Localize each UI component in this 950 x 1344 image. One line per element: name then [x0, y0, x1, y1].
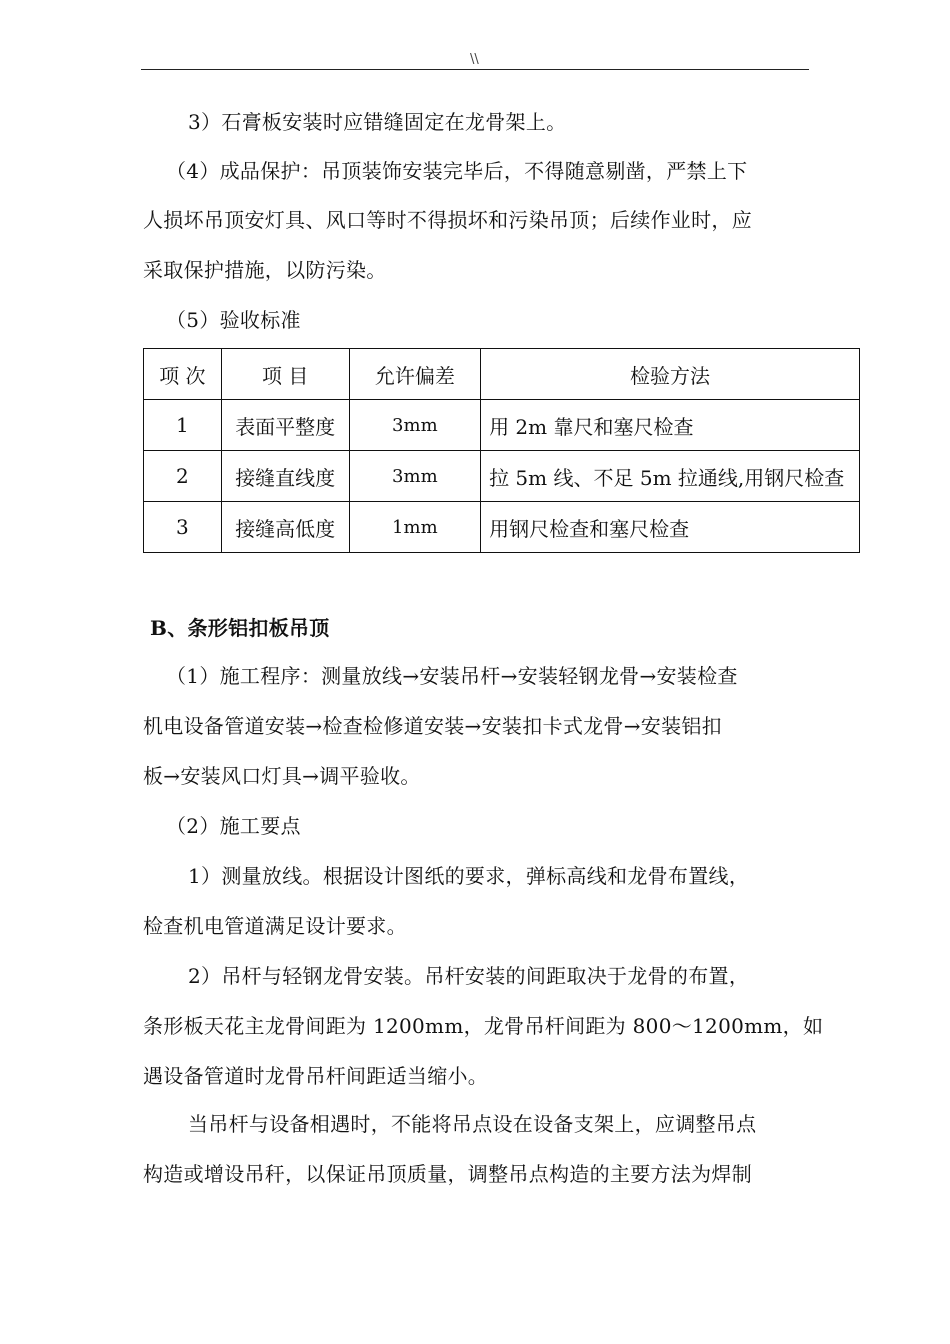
paragraph-line: （2）施工要点: [166, 814, 301, 838]
table-cell: 拉 5m 线、不足 5m 拉通线,用钢尺检查: [481, 451, 860, 502]
section-heading: B、条形铝扣板吊顶: [150, 616, 330, 640]
table-cell: 用钢尺检查和塞尺检查: [481, 502, 860, 553]
header-rule: [141, 69, 809, 70]
table-header-cell: 允许偏差: [349, 349, 480, 400]
table-cell: 接缝高低度: [221, 502, 349, 553]
paragraph-line: 遇设备管道时龙骨吊杆间距适当缩小。: [143, 1064, 489, 1088]
table-header-cell: 检验方法: [481, 349, 860, 400]
table-cell: 用 2m 靠尺和塞尺检查: [481, 400, 860, 451]
paragraph-line: 条形板天花主龙骨间距为 1200mm，龙骨吊杆间距为 800～1200mm，如: [143, 1014, 824, 1038]
table-cell: 3mm: [349, 400, 480, 451]
table-header-cell: 项 目: [221, 349, 349, 400]
header-mark: \\: [470, 52, 479, 67]
paragraph-line: 采取保护措施，以防污染。: [143, 258, 387, 282]
paragraph-line: 人损坏吊顶安灯具、风口等时不得损坏和污染吊顶；后续作业时，应: [143, 208, 752, 232]
table-cell: 表面平整度: [221, 400, 349, 451]
table-row: [144, 451, 860, 502]
paragraph-line: （4）成品保护：吊顶装饰安装完毕后，不得随意剔凿，严禁上下: [166, 159, 748, 183]
table-cell: 接缝直线度: [221, 451, 349, 502]
paragraph-line: 构造或增设吊秆，以保证吊顶质量，调整吊点构造的主要方法为焊制: [143, 1162, 752, 1186]
table-cell: 1: [144, 400, 222, 451]
table-header-cell: 项 次: [144, 349, 222, 400]
acceptance-table: [143, 348, 860, 553]
table-cell: 2: [144, 451, 222, 502]
paragraph-line: （5）验收标准: [166, 308, 301, 332]
paragraph-line: （1）施工程序：测量放线→安装吊杆→安装轻钢龙骨→安装检查: [166, 664, 738, 688]
paragraph-line: 机电设备管道安装→检查检修道安装→安装扣卡式龙骨→安装铝扣: [143, 714, 722, 738]
table-cell: 1mm: [349, 502, 480, 553]
table-row: [144, 400, 860, 451]
paragraph-line: 2）吊杆与轻钢龙骨安装。吊杆安装的间距取决于龙骨的布置，: [188, 964, 750, 988]
table-cell: 3: [144, 502, 222, 553]
paragraph-line: 3）石膏板安装时应错缝固定在龙骨架上。: [188, 110, 567, 134]
table-row: [144, 502, 860, 553]
table-cell: 3mm: [349, 451, 480, 502]
paragraph-line: 当吊杆与设备相遇时，不能将吊点设在设备支架上，应调整吊点: [188, 1112, 757, 1136]
paragraph-line: 检查机电管道满足设计要求。: [143, 914, 407, 938]
paragraph-line: 1）测量放线。根据设计图纸的要求，弹标高线和龙骨布置线，: [188, 864, 750, 888]
table-header-row: [144, 349, 860, 400]
paragraph-line: 板→安装风口灯具→调平验收。: [143, 764, 421, 788]
